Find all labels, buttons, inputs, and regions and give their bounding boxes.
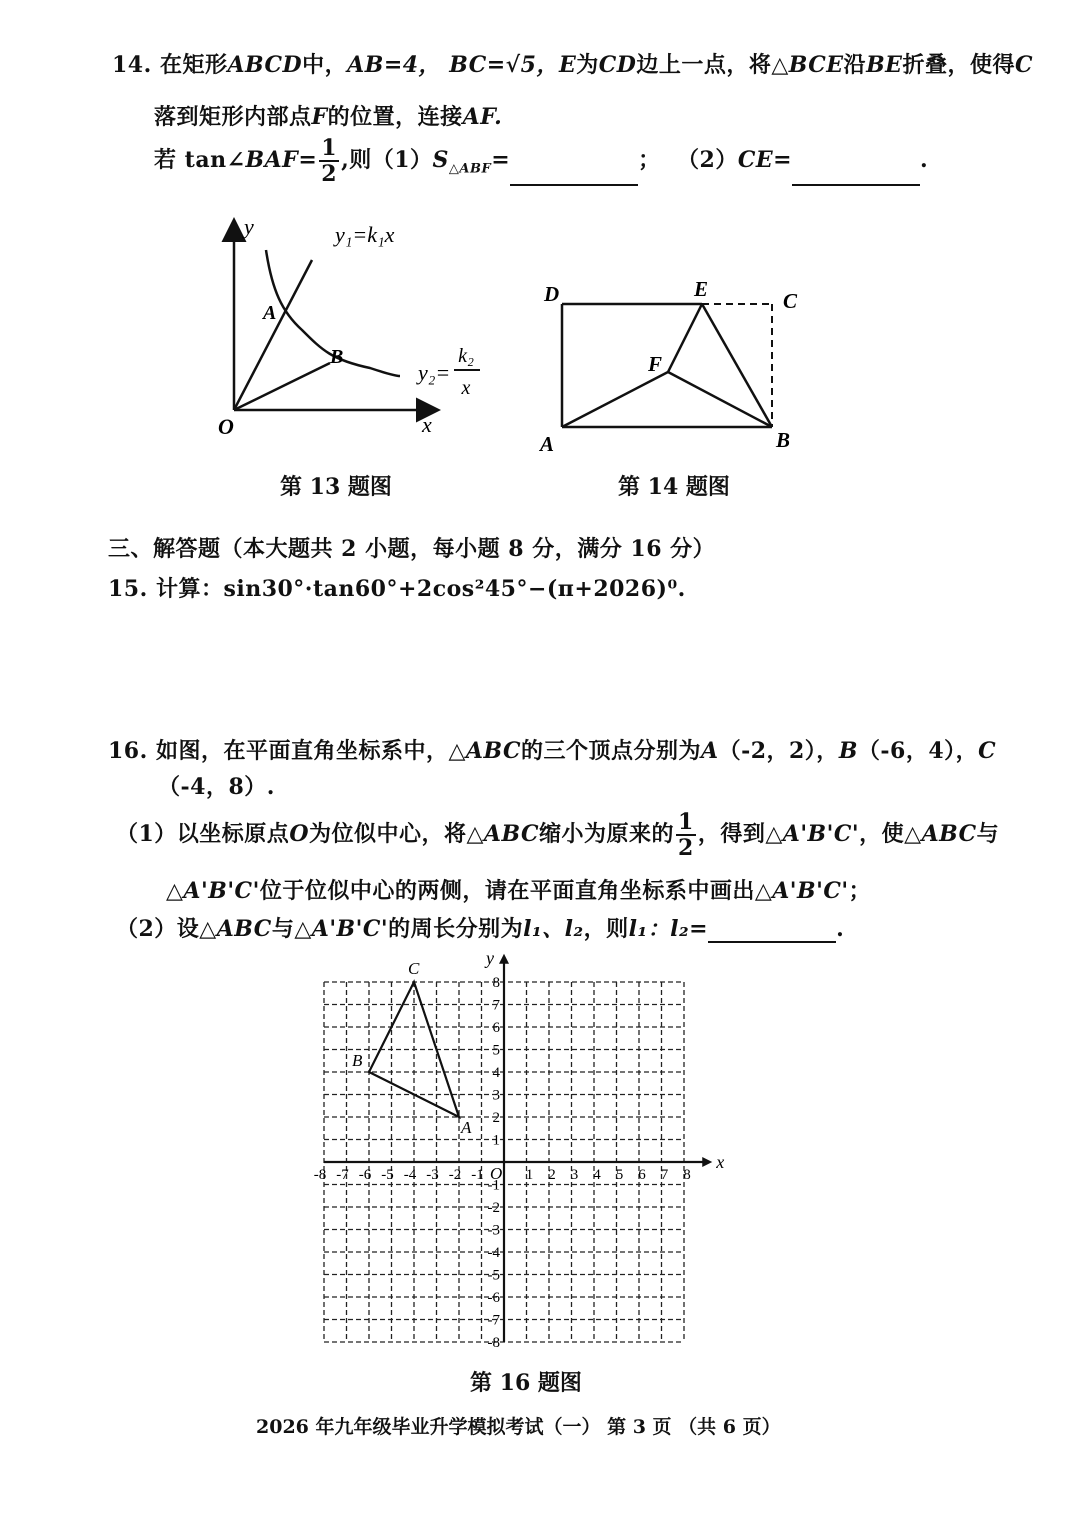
label-x-denominator: x (461, 377, 471, 399)
label-y1: y₁=k₁x (335, 222, 395, 247)
q15-number: 15. (108, 576, 148, 602)
q14-label: CD (598, 52, 637, 78)
x-axis-arrow (702, 1157, 712, 1167)
answer-blank-2[interactable] (792, 164, 920, 186)
answer-blank-1[interactable] (510, 164, 638, 186)
q15-text: 计算：sin30°·tan60°+2cos²45°−(π+2026)⁰. (155, 576, 686, 602)
x-tick-label: -5 (381, 1167, 394, 1183)
q14-ab: AB=4， (347, 52, 442, 78)
figure-13-caption: 第 13 题图 (280, 474, 392, 500)
q16-number: 16. (108, 738, 148, 764)
y-axis-arrow (499, 954, 509, 964)
q16-label: l₁、l₂ (523, 916, 584, 942)
q14-label: S (432, 147, 449, 173)
q16-label: A'B'C' (183, 878, 260, 904)
y-tick-label: 8 (492, 975, 500, 991)
y-tick-label: -3 (487, 1222, 500, 1239)
segment-fe (668, 304, 702, 372)
label-c: C (783, 289, 798, 313)
x-tick-label: 1 (525, 1167, 534, 1183)
q16-line2 (158, 770, 275, 801)
x-tick-label: -8 (313, 1167, 327, 1183)
x-tick-label: 8 (683, 1167, 691, 1183)
figure-14 (530, 270, 820, 460)
q14-text: ； (638, 147, 661, 173)
q16-text: 与 (976, 821, 1000, 847)
q14-fraction (319, 136, 339, 186)
q16-part1-line2 (166, 874, 871, 905)
axis-label-y: y (486, 947, 494, 968)
section-3-heading: 三、解答题（本大题共 2 小题，每小题 8 分，满分 16 分） (108, 536, 716, 562)
q14-label: CE= (737, 147, 793, 173)
y-tick-label: -2 (487, 1200, 500, 1216)
q14-label: F (311, 104, 328, 130)
label-y2: y₂= (418, 360, 451, 385)
y-tick-label: -8 (487, 1335, 500, 1351)
axis-label-x: x (716, 1152, 725, 1172)
q14-text: （2） (677, 147, 738, 173)
q16-label: C (978, 738, 997, 764)
y-tick-label: 1 (492, 1132, 500, 1149)
q14-text: = (298, 147, 318, 173)
q14-text: 中， (302, 52, 348, 78)
q16-label: l₁：l₂= (628, 916, 709, 942)
fraction-numerator: 1 (678, 809, 694, 835)
figure-16-caption: 第 16 题图 (470, 1370, 582, 1396)
y-tick-label: 7 (492, 997, 500, 1014)
q14-line2 (154, 100, 502, 131)
q16-label: A'B'C' (772, 878, 849, 904)
y-tick-label: 4 (492, 1065, 500, 1081)
q16-text: 位于位似中心的两侧，请在平面直角坐标系中画出△ (259, 878, 773, 904)
page-footer: 2026 年九年级毕业升学模拟考试（一） 第 3 页 （共 6 页） (256, 1416, 781, 1438)
q14-line1 (112, 48, 1033, 79)
q16-label: A'B'C' (782, 821, 860, 847)
q16-part2 (116, 912, 844, 943)
label-d: D (544, 282, 560, 306)
y-tick-label: 5 (492, 1042, 500, 1059)
q16-text: （1）以坐标原点 (116, 821, 290, 847)
q16-label: A (700, 738, 719, 764)
y-tick-label: 2 (492, 1110, 500, 1126)
q14-label: BE (866, 52, 903, 78)
q16-part1-line1 (116, 810, 999, 860)
q14-number: 14. (112, 52, 152, 78)
label-b: B (330, 346, 344, 368)
q16-label: ABC (921, 821, 977, 847)
x-tick-label: -6 (358, 1167, 372, 1183)
label-a: A (263, 302, 277, 324)
q16-text: 如图，在平面直角坐标系中，△ (155, 738, 466, 764)
q14-label: AF. (462, 104, 503, 130)
answer-blank-3[interactable] (708, 921, 836, 943)
label-o: O (218, 414, 234, 439)
x-tick-label: -4 (403, 1167, 417, 1183)
segment-ob (234, 363, 330, 410)
fraction-denominator: 2 (678, 835, 694, 861)
figure-16 (313, 947, 750, 1360)
label-f: F (648, 352, 663, 376)
q16-text: . (836, 916, 845, 942)
q16-text: ，得到△ (697, 821, 783, 847)
x-tick-label: -1 (471, 1167, 484, 1183)
fraction-denominator: 2 (321, 161, 338, 187)
y-tick-label: -1 (487, 1177, 500, 1194)
q14-label: BAF (245, 147, 299, 173)
x-tick-label: 2 (548, 1167, 556, 1183)
q14-text: = (491, 147, 511, 173)
q14-label: BCE (788, 52, 844, 78)
q16-label: ABC (465, 738, 521, 764)
q16-label: B (838, 738, 858, 764)
vertex-label-b: B (352, 1051, 363, 1070)
q16-text: 与△ (271, 916, 312, 942)
y-tick-label: 6 (492, 1020, 500, 1036)
q16-text: 的三个顶点分别为 (520, 738, 701, 764)
label-y: y (244, 214, 254, 239)
segment-af (562, 372, 668, 427)
label-e: E (694, 277, 709, 301)
origin-label: O (490, 1164, 503, 1183)
q16-line1 (108, 734, 996, 765)
q16-label: O (289, 821, 309, 847)
q16-text: （2）设△ (116, 916, 217, 942)
q14-text: 折叠，使得 (902, 52, 1015, 78)
y-tick-label: 3 (492, 1087, 500, 1104)
x-tick-label: 4 (593, 1167, 601, 1183)
x-tick-label: -2 (448, 1167, 462, 1183)
q16-coord: （-6，4）， (857, 738, 979, 764)
q14-label: C (1014, 52, 1033, 78)
q16-label: ABC (483, 821, 539, 847)
q16-text: ； (848, 878, 872, 904)
q16-text: ，使△ (859, 821, 922, 847)
figure-14-caption: 第 14 题图 (618, 474, 730, 500)
x-tick-label: 3 (570, 1167, 579, 1183)
q16-text: ，则 (583, 916, 629, 942)
q14-text: ,则（1） (341, 147, 433, 173)
x-tick-label: 6 (638, 1167, 646, 1183)
q14-subscript: △ABF (448, 161, 492, 177)
q16-text: 缩小为原来的 (539, 821, 675, 847)
q14-text: 为 (576, 52, 599, 78)
q15-line (108, 572, 686, 603)
label-a: A (540, 432, 555, 456)
q16-text: 为位似中心，将△ (308, 821, 484, 847)
label-k2: k₂ (458, 345, 474, 367)
q16-coord: （-2，2）， (718, 738, 839, 764)
q14-label: ABCD (227, 52, 303, 78)
x-tick-label: -3 (426, 1167, 439, 1183)
y-tick-label: -7 (487, 1312, 500, 1329)
q14-text: 沿 (843, 52, 867, 78)
q14-bc: BC=√5， (449, 52, 559, 78)
q14-label: E (558, 52, 577, 78)
q16-coord: （-4，8）. (158, 774, 275, 800)
q14-text: 的位置，连接 (327, 104, 463, 130)
label-b: B (776, 428, 791, 452)
q14-text: . (920, 147, 929, 173)
q16-text: 的周长分别为 (388, 916, 524, 942)
y-tick-label: -4 (487, 1245, 500, 1261)
vertex-label-a: A (461, 1118, 472, 1137)
label-x: x (422, 412, 432, 437)
q14-text: 落到矩形内部点 (154, 104, 312, 130)
q14-line3 (154, 136, 928, 186)
fraction-numerator: 1 (321, 135, 338, 161)
y-tick-label: -6 (487, 1290, 500, 1306)
q16-text: △ (166, 878, 184, 904)
q14-text: 在矩形 (159, 52, 228, 78)
figure-13 (200, 210, 520, 470)
x-tick-label: 7 (660, 1167, 669, 1183)
q14-text: 边上一点，将△ (636, 52, 789, 78)
x-tick-label: 5 (615, 1167, 624, 1183)
q16-label: A'B'C' (311, 916, 389, 942)
q16-fraction (676, 810, 696, 860)
q14-text: 若 tan∠ (154, 147, 246, 173)
y-tick-label: -5 (487, 1267, 500, 1284)
x-tick-label: -7 (336, 1167, 349, 1183)
vertex-label-c: C (408, 959, 420, 978)
q16-label: ABC (216, 916, 272, 942)
